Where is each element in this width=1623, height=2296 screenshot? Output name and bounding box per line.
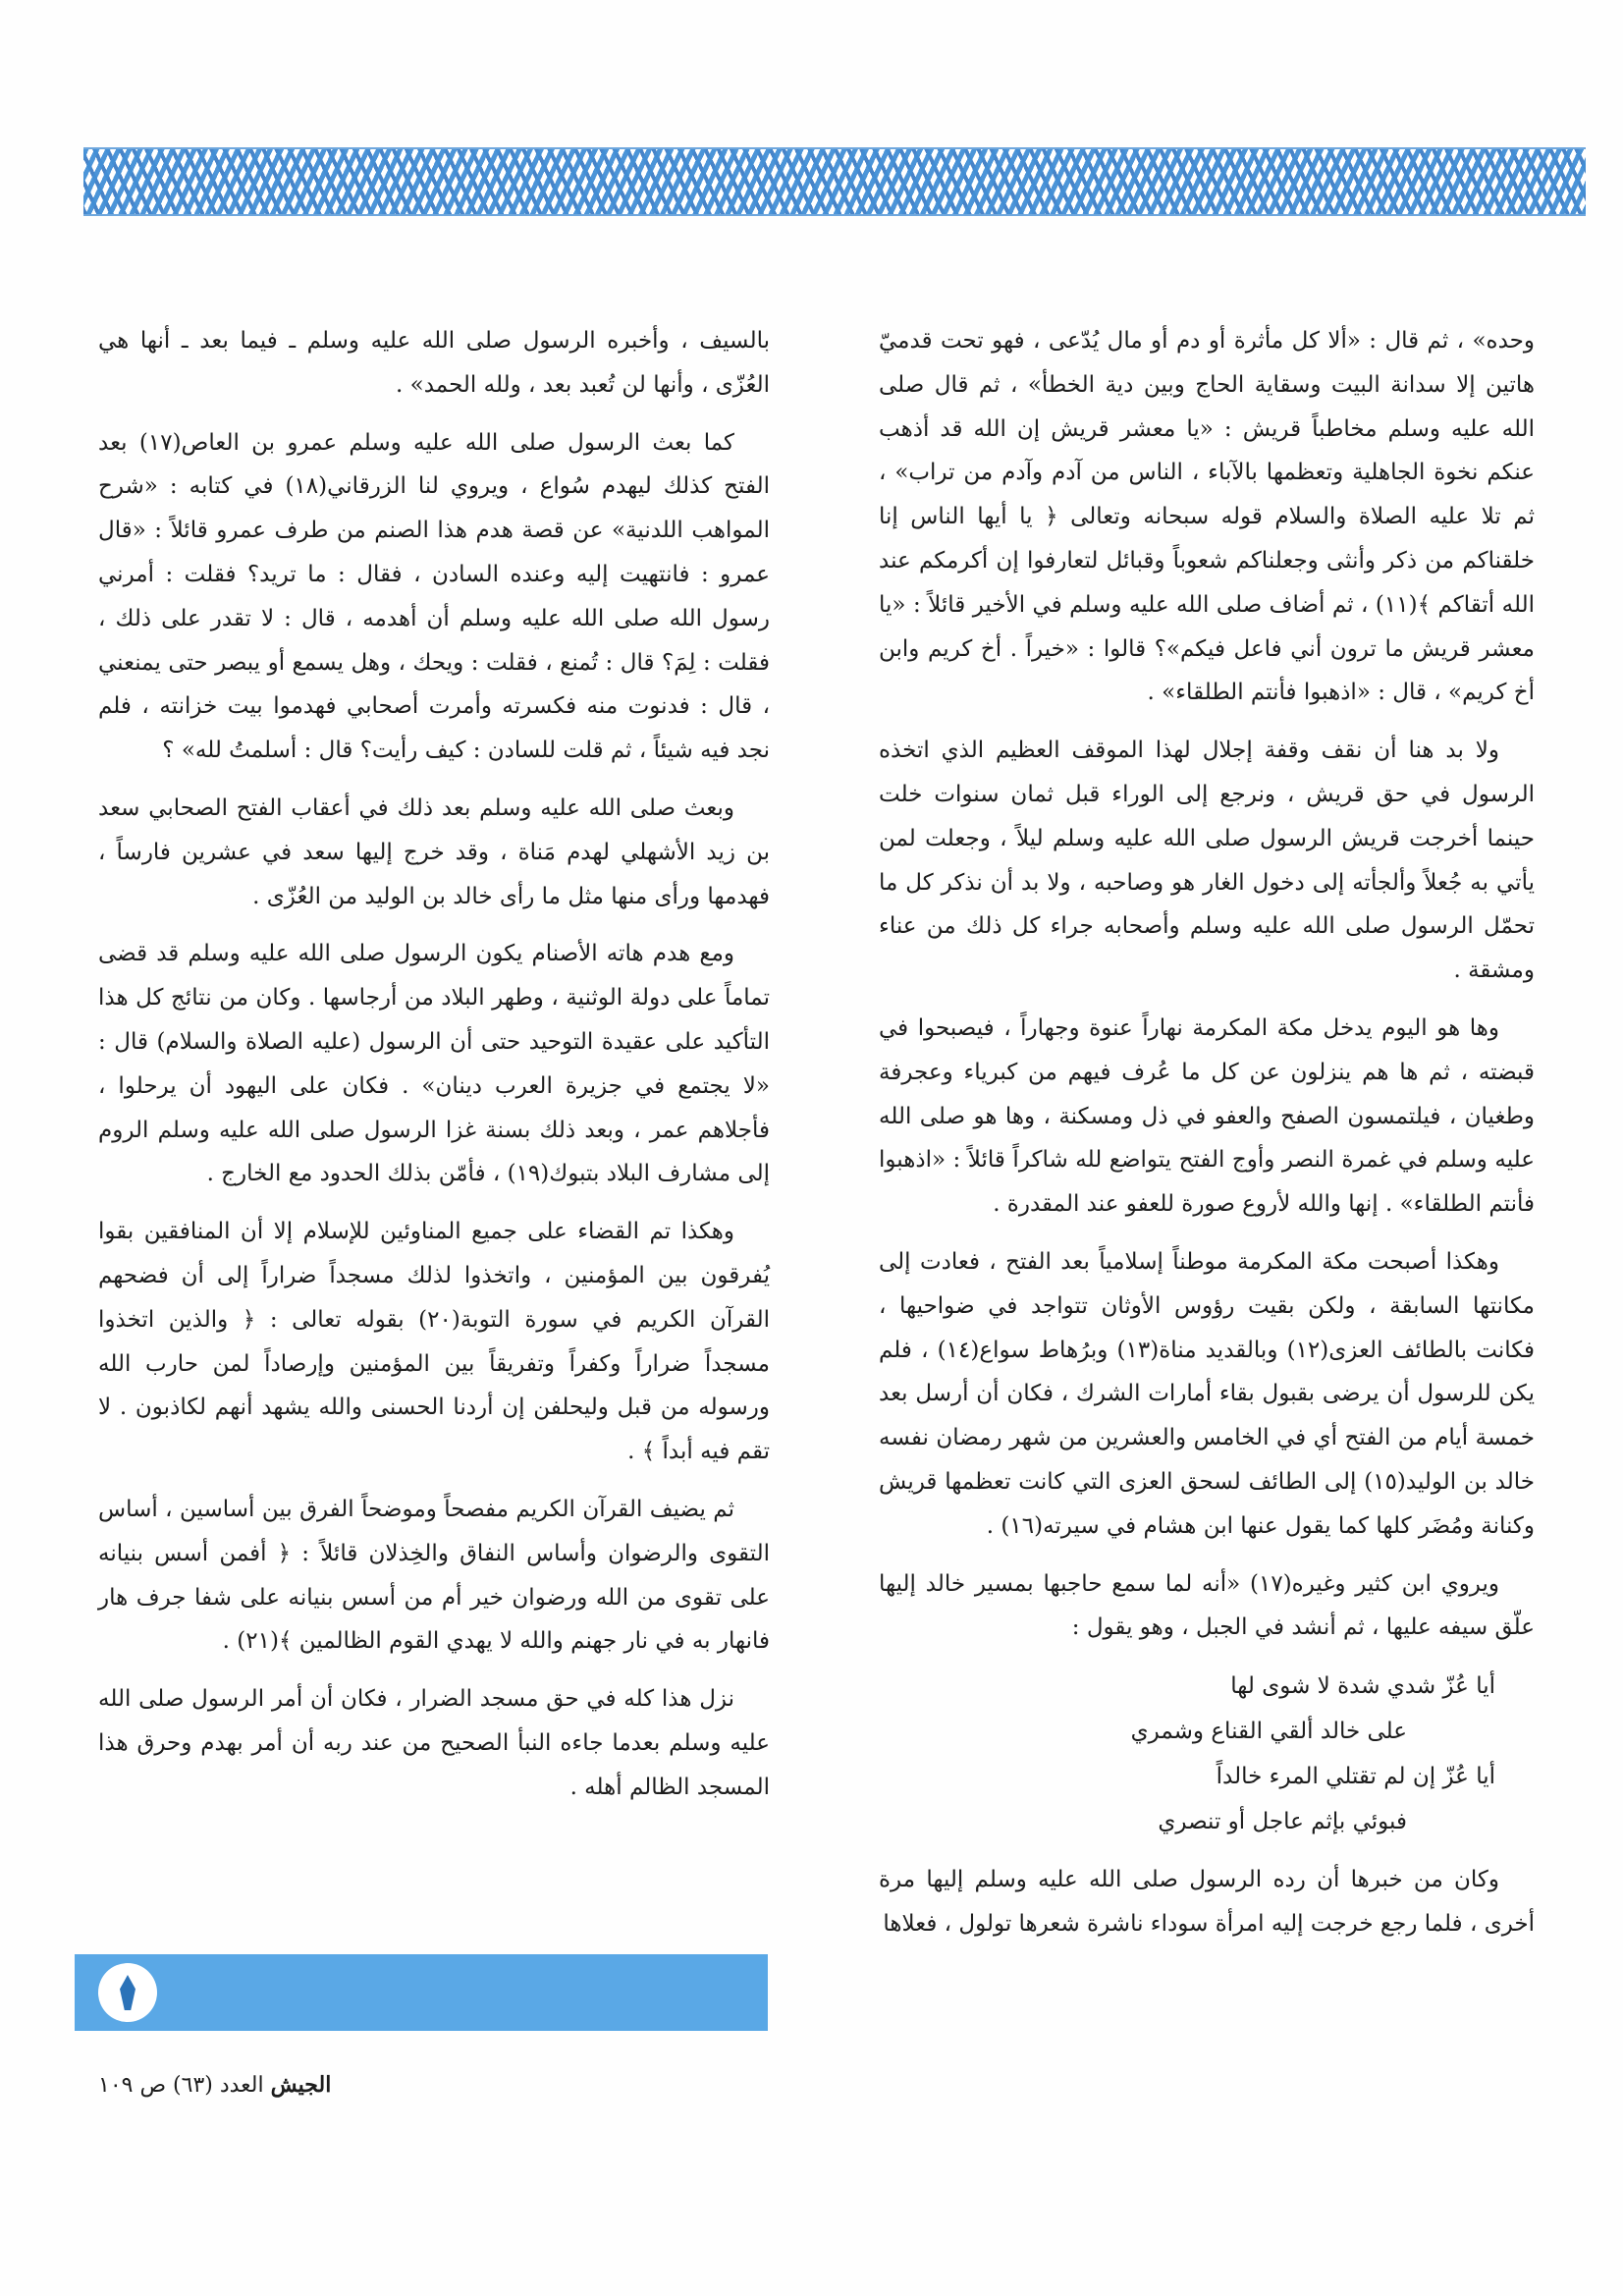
paragraph: ولا بد هنا أن نقف وقفة إجلال لهذا الموقف العظيم الذي اتخذه الرسول في حق قريش ، ونرجع إلى الوراء قبل ثمان سنوات خلت حينما أخرجت قريش الرسول صلى الله عليه وسلم ليلاً ، وجعلت لمن يأتي به جُعلاً وألجأته إلى دخول الغار هو وصاحبه ، ولا بد أن نذكر كل ما تحمّل الرسول صلى الله عليه وسلم وأصحابه جراء كل ذلك من عناء ومشقة . [879,738,1535,984]
poem-line: أيا عُزّ شدي شدة لا شوى لها [1230,1673,1495,1700]
paragraph: وهكذا أصبحت مكة المكرمة موطناً إسلامياً بعد الفتح ، فعادت إلى مكانتها السابقة ، ولكن بقيت رؤوس الأوثان تتواجد في ضواحيها ، فكانت بالطائف العزى(١٢) وبالقديد مناة(١٣) وبرُهاط سواع(١٤) ، فلم يكن للرسول أن يرضى بقبول بقاء أمارات الشرك ، فكان أن أرسل بعد خمسة أيام من الفتح أي في الخامس والعشرين من شهر رمضان نفسه خالد بن الوليد(١٥) إلى الطائف لسحق العزى التي كانت تعظمها قريش وكنانة ومُضَر كلها كما يقول عنها ابن هشام في سيرته(١٦) . [879,1248,1535,1539]
footer-color-bar [75,1954,768,2031]
paragraph: ومع هدم هاته الأصنام يكون الرسول صلى الله عليه وسلم قد قضى تماماً على دولة الوثنية ، وطهر البلاد من أرجاسها . وكان من نتائج كل هذا التأكيد على عقيدة التوحيد حتى أن الرسول (عليه الصلاة والسلام) قال : «لا يجتمع في جزيرة العرب دينان» . فكان على اليهود أن يرحلوا ، فأجلاهم عمر ، وبعد ذلك بسنة غزا الرسول صلى الله عليه وسلم الروم إلى مشارف البلاد بتبوك(١٩) ، فأمّن بذلك الحدود مع الخارج . [98,941,770,1187]
decorative-header-band [83,147,1586,216]
magazine-brand: الجيش [270,2072,332,2098]
paragraph: وحده» ، ثم قال : «ألا كل مأثرة أو دم أو مال يُدّعى ، فهو تحت قدميّ هاتين إلا سدانة البيت وسقاية الحاج وبين دية الخطأ» ، ثم قال صلى الله عليه وسلم مخاطباً قريش : «يا معشر قريش إن الله قد أذهب عنكم نخوة الجاهلية وتعظمها بالآباء ، الناس من آدم وآدم من تراب» ، ثم تلا عليه الصلاة والسلام قوله سبحانه وتعالى ﴿ يا أيها الناس إنا خلقناكم من ذكر وأنثى وجعلناكم شعوباً وقبائل لتعارفوا إن أكرمكم عند الله أتقاكم ﴾(١١) ، ثم أضاف صلى الله عليه وسلم في الأخير قائلاً : «يا معشر قريش ما ترون أني فاعل فيكم»؟ قالوا : «خيراً . أخ كريم وابن أخ كريم» ، قال : «اذهبوا فأنتم الطلقاء» . [879,328,1536,706]
poem-line: فبوئي بإثم عاجل أو تنصري [1158,1809,1407,1835]
paragraph: وهكذا تم القضاء على جميع المناوئين للإسلام إلا أن المنافقين بقوا يُفرقون بين المؤمنين ، واتخذوا لذلك مسجداً ضراراً إلى أن فضحهم القرآن الكريم في سورة التوبة(٢٠) بقوله تعالى : ﴿ والذين اتخذوا مسجداً ضراراً وكفراً وتفريقاً بين المؤمنين وإرصاداً لمن حارب الله ورسوله من قبل وليحلفن إن أردنا الحسنى والله يشهد أنهم لكاذبون . لا تقم فيه أبداً ﴾ . [98,1219,770,1465]
paragraph: وبعث صلى الله عليه وسلم بعد ذلك في أعقاب الفتح الصحابي سعد بن زيد الأشهلي لهدم مَناة ، وقد خرج إليها سعد في عشرين فارساً ، فهدمها ورأى منها مثل ما رأى خالد بن الوليد من العُزّى . [98,794,770,909]
issue-page-number: العدد (٦٣) ص ١٠٩ [98,2073,264,2098]
paragraph: ويروي ابن كثير وغيره(١٧) «أنه لما سمع حاجبها بمسير خالد إليها علّق سيفه عليها ، ثم أنشد في الجبل ، وهو يقول : [879,1570,1535,1641]
paragraph: وها هو اليوم يدخل مكة المكرمة نهاراً عنوة وجهاراً ، فيصبحوا في قبضته ، ثم ها هم ينزلون عن كل ما عُرف فيهم من كبرياء وعجرفة وطغيان ، فيلتمسون الصفح والعفو في ذل ومسكنة ، وها هو صلى الله عليه وسلم في غمرة النصر وأوج الفتح يتواضع لله شاكراً قائلاً : «اذهبوا فأنتم الطلقاء» . إنها والله لأروع صورة للعفو عند المقدرة . [879,1014,1535,1218]
poem-line: أيا عُزّ إن لم تقتلي المرء خالداً [1216,1764,1495,1790]
poem [879,1664,1535,1844]
emblem-icon [98,1963,157,2022]
paragraph: كما بعث الرسول صلى الله عليه وسلم عمرو بن العاص(١٧) بعد الفتح كذلك ليهدم سُواع ، ويروي لنا الزرقاني(١٨) في كتابه : «شرح المواهب اللدنية» عن قصة هدم هذا الصنم من طرف عمرو قائلاً : «قال عمرو : فانتهيت إليه وعنده السادن ، فقال : ما تريد؟ فقلت : أمرني رسول الله صلى الله عليه وسلم أن أهدمه ، قال : لا تقدر على ذلك ، فقلت : لِمَ؟ قال : تُمنع ، فقلت : ويحك ، وهل يسمع أو يبصر حتى يمنعني ، قال : فدنوت منه فكسرته وأمرت أصحابي فهدموا بيت خزانته ، فلم نجد فيه شيئاً ، ثم قلت للسادن : كيف رأيت؟ قال : أسلمتُ لله» ؟ [98,429,770,764]
article-column-left [98,319,770,1824]
page-footer [98,2072,331,2098]
article-column-right [879,319,1535,1960]
poem-line: على خالد ألقي القناع وشمري [1130,1719,1407,1745]
paragraph: ثم يضيف القرآن الكريم مفصحاً وموضحاً الفرق بين أساسين ، أساس التقوى والرضوان وأساس النفاق والخِذلان قائلاً : ﴿ أفمن أسس بنيانه على تقوى من الله ورضوان خير أم من أسس بنيانه على شفا جرف هار فانهار به في نار جهنم والله لا يهدي القوم الظالمين ﴾(٢١) . [98,1496,770,1655]
paragraph: وكان من خبرها أن رده الرسول صلى الله عليه وسلم إليها مرة أخرى ، فلما رجع خرجت إليه امرأة سوداء ناشرة شعرها تولول ، فعلاها [879,1867,1535,1937]
paragraph: بالسيف ، وأخبره الرسول صلى الله عليه وسلم ـ فيما بعد ـ أنها هي العُزّى ، وأنها لن تُعبد بعد ، ولله الحمد» . [98,328,770,398]
paragraph: نزل هذا كله في حق مسجد الضرار ، فكان أن أمر الرسول صلى الله عليه وسلم بعدما جاءه النبأ الصحيح من عند ربه أن أمر بهدم وحرق هذا المسجد الظالم أهله . [98,1686,770,1800]
